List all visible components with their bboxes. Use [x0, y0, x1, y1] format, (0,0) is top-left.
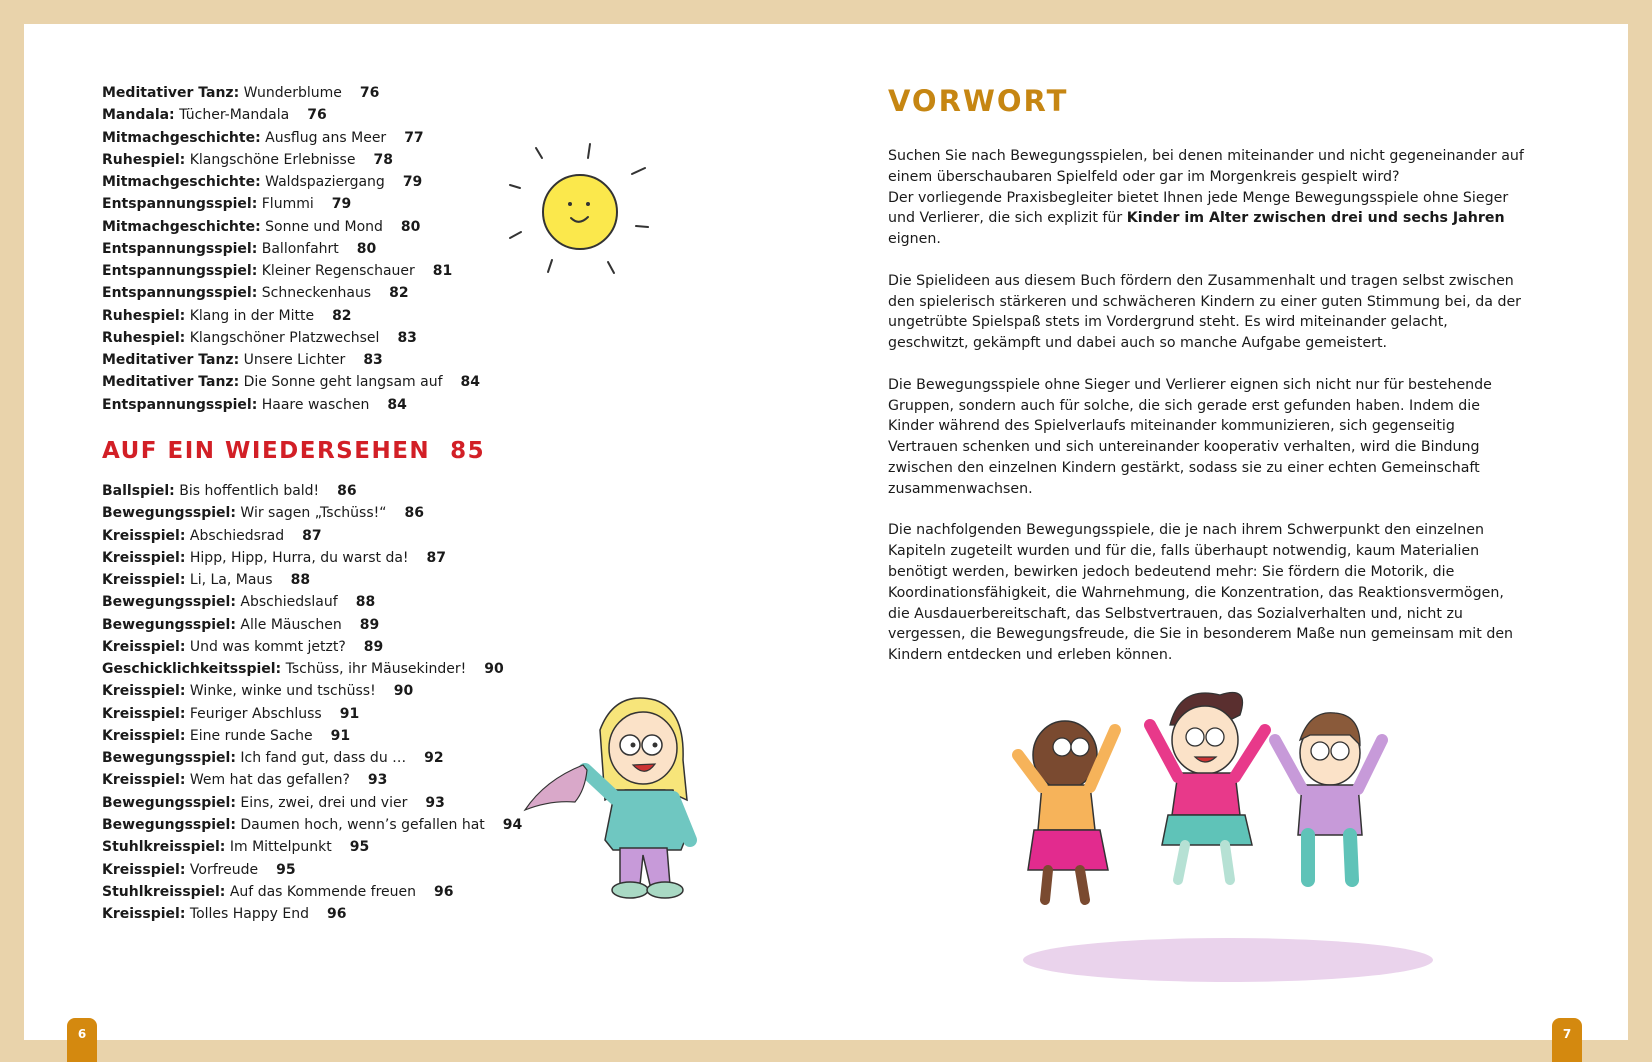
toc-category: Bewegungsspiel:: [102, 816, 236, 833]
toc-title: Unsere Lichter: [243, 352, 346, 369]
toc-title: Wem hat das gefallen?: [189, 772, 350, 789]
toc-title: Li, La, Maus: [189, 572, 273, 589]
paragraph-1: [888, 146, 1528, 250]
chapter-heading: [102, 438, 485, 464]
vorwort-title: VORWORT: [888, 84, 1069, 118]
toc-entry: [102, 480, 522, 502]
toc-category: Kreisspiel:: [102, 906, 186, 923]
toc-title: Haare waschen: [261, 396, 370, 413]
toc-entry: [102, 82, 480, 104]
toc-page-number: 90: [484, 661, 504, 678]
toc-page-number: 84: [387, 396, 407, 413]
paragraph-1c: eignen.: [888, 231, 941, 248]
toc-category: Meditativer Tanz:: [102, 374, 240, 391]
toc-page-number: 76: [307, 107, 327, 124]
chapter-page: 85: [450, 438, 486, 464]
page-number-left: 6: [67, 1018, 97, 1062]
toc-category: Stuhlkreisspiel:: [102, 839, 226, 856]
toc-title: Abschiedsrad: [189, 527, 285, 544]
page-number-right: 7: [1552, 1018, 1582, 1062]
toc-title: Sonne und Mond: [265, 218, 383, 235]
toc-title: Die Sonne geht langsam auf: [243, 374, 443, 391]
toc-category: Meditativer Tanz:: [102, 85, 240, 101]
toc-list-part1: [102, 82, 480, 416]
toc-category: Kreisspiel:: [102, 549, 186, 566]
toc-entry: [102, 282, 480, 304]
toc-entry: [102, 216, 480, 238]
paragraph-1b: Der vorliegende Praxisbegleiter bietet Ihnen jede Menge Bewegungsspiele ohne Sieger und Verlierer, die sich explizit für: [888, 189, 1509, 227]
toc-title: Hipp, Hipp, Hurra, du warst da!: [189, 549, 409, 566]
toc-title: Schneckenhaus: [261, 285, 372, 302]
toc-page-number: 92: [424, 750, 444, 767]
toc-entry: [102, 614, 522, 636]
toc-page-number: 81: [432, 263, 453, 280]
toc-category: Kreisspiel:: [102, 772, 186, 789]
toc-page-number: 87: [302, 527, 322, 544]
toc-entry: [102, 725, 522, 747]
toc-page-number: 84: [460, 374, 481, 391]
toc-page-number: 82: [389, 285, 409, 302]
toc-category: Bewegungsspiel:: [102, 594, 236, 611]
toc-category: Bewegungsspiel:: [102, 794, 236, 811]
toc-category: Bewegungsspiel:: [102, 750, 236, 767]
toc-category: Entspannungsspiel:: [102, 240, 258, 257]
toc-page-number: 96: [327, 906, 347, 923]
toc-title: Bis hoffentlich bald!: [179, 483, 320, 499]
toc-category: Kreisspiel:: [102, 705, 186, 722]
toc-page-number: 91: [339, 705, 360, 722]
toc-page-number: 80: [356, 240, 377, 257]
toc-page-number: 83: [363, 352, 383, 369]
toc-entry: [102, 591, 522, 613]
toc-title: Vorfreude: [189, 861, 259, 878]
girl-with-scarf-illustration: [502, 690, 735, 905]
toc-category: Geschicklichkeitsspiel:: [102, 661, 282, 678]
toc-category: Ruhespiel:: [102, 151, 186, 168]
toc-category: Mandala:: [102, 107, 175, 124]
toc-entry: [102, 747, 522, 769]
toc-entry: [102, 859, 522, 881]
toc-category: Entspannungsspiel:: [102, 263, 258, 280]
toc-entry: [102, 238, 480, 260]
toc-entry: [102, 104, 480, 126]
toc-page-number: 87: [426, 549, 447, 566]
toc-entry: [102, 881, 522, 903]
toc-entry: [102, 171, 480, 193]
toc-page-number: 80: [400, 218, 421, 235]
toc-category: Mitmachgeschichte:: [102, 218, 261, 235]
toc-page-number: 89: [363, 638, 384, 655]
paragraph-2: Die Spielideen aus diesem Buch fördern den Zusammenhalt und tragen selbst zwischen den spielerisch stärkeren und schwächeren Kindern zu einer guten Stimmung bei, da der ungetrübte Spielspaß stets im Vordergrund steht. Es wird miteinander gelacht, geschwitzt, gekämpft und dabei auch so manche Aufgabe gemeistert.: [888, 272, 1522, 352]
toc-category: Kreisspiel:: [102, 527, 186, 544]
toc-category: Mitmachgeschichte:: [102, 129, 261, 146]
toc-entry: [102, 349, 480, 371]
jumping-children-illustration: [990, 685, 1440, 985]
toc-entry: [102, 149, 480, 171]
toc-category: Kreisspiel:: [102, 683, 186, 700]
toc-category: Ruhespiel:: [102, 329, 186, 346]
toc-category: Stuhlkreisspiel:: [102, 883, 226, 900]
toc-title: Kleiner Regenschauer: [261, 263, 415, 280]
toc-entry: [102, 127, 480, 149]
toc-list-part2: [102, 480, 522, 925]
toc-title: Klangschöner Platzwechsel: [189, 329, 380, 346]
toc-page-number: 96: [434, 883, 454, 900]
toc-page-number: 79: [331, 196, 352, 213]
toc-page-number: 94: [502, 816, 523, 833]
paragraph-4: Die nachfolgenden Bewegungsspiele, die je nach ihrem Schwerpunkt den einzelnen Kapiteln zugeteilt wurden und für die, falls überhaupt notwendig, kaum Materialien benötigt werden, bewirken jedoch bedeutend mehr: Sie fördern die Motorik, die Koordinationsfähigkeit, die Wahrnehmung, die Konzentration, das Reaktionsvermögen, die Ausdauerbereitschaft, das Selbstvertrauen, das Sozialverhalten und, nicht zu vergessen, die Bewegungsfreude, die Sie in besonderem Maße nun gemeinsam mit den Kindern entdecken und erleben können.: [888, 522, 1514, 664]
toc-category: Bewegungsspiel:: [102, 616, 236, 633]
toc-title: Abschiedslauf: [240, 594, 338, 611]
toc-entry: [102, 260, 480, 282]
toc-title: Ballonfahrt: [261, 240, 339, 257]
toc-page-number: 79: [402, 174, 423, 191]
toc-title: Klangschöne Erlebnisse: [189, 151, 356, 168]
toc-entry: [102, 305, 480, 327]
toc-category: Kreisspiel:: [102, 861, 186, 878]
toc-title: Wir sagen „Tschüss!“: [240, 505, 387, 522]
toc-page-number: 89: [359, 616, 380, 633]
toc-category: Ballspiel:: [102, 483, 175, 499]
toc-title: Ausflug ans Meer: [265, 129, 387, 146]
toc-title: Alle Mäuschen: [240, 616, 342, 633]
toc-title: Flummi: [261, 196, 314, 213]
toc-category: Entspannungsspiel:: [102, 196, 258, 213]
toc-entry: [102, 636, 522, 658]
toc-page-number: 78: [373, 151, 393, 168]
paragraph-3: Die Bewegungsspiele ohne Sieger und Verlierer eignen sich nicht nur für bestehende Gruppen, sondern auch für solche, die sich gerade erst gefunden haben. Indem die Kinder während des Spielverlaufs miteinander kommunizieren, sich gegenseitig Vertrauen schenken und sich untereinander kooperativ verhalten, wird die Bindung zwischen den einzelnen Kindern gestärkt, sodass sie zu einer echten Gemeinschaft zusammenwachsen.: [888, 376, 1492, 497]
toc-title: Daumen hoch, wenn’s gefallen hat: [240, 816, 485, 833]
toc-page-number: 86: [404, 505, 424, 522]
toc-page-number: 91: [330, 727, 351, 744]
toc-category: Entspannungsspiel:: [102, 396, 258, 413]
toc-title: Feuriger Abschluss: [189, 705, 322, 722]
toc-page-number: 93: [425, 794, 445, 811]
toc-entry: [102, 836, 522, 858]
toc-entry: [102, 547, 522, 569]
toc-entry: [102, 792, 522, 814]
toc-page-number: 95: [349, 839, 370, 856]
toc-title: Eine runde Sache: [189, 727, 313, 744]
toc-category: Entspannungsspiel:: [102, 285, 258, 302]
toc-title: Klang in der Mitte: [189, 307, 315, 324]
vorwort-text: [888, 146, 1528, 687]
toc-entry: [102, 569, 522, 591]
toc-title: Und was kommt jetzt?: [189, 638, 346, 655]
toc-entry: [102, 371, 480, 393]
toc-entry: [102, 680, 522, 702]
toc-entry: [102, 525, 522, 547]
toc-title: Im Mittelpunkt: [229, 839, 332, 856]
toc-title: Auf das Kommende freuen: [229, 883, 417, 900]
toc-page-number: 77: [404, 129, 424, 146]
toc-category: Kreisspiel:: [102, 572, 186, 589]
toc-entry: [102, 903, 522, 925]
toc-entry: [102, 394, 480, 416]
chapter-title: AUF EIN WIEDERSEHEN: [102, 438, 431, 464]
sun-icon: [500, 140, 660, 280]
toc-category: Mitmachgeschichte:: [102, 174, 261, 191]
toc-page-number: 90: [393, 683, 414, 700]
toc-entry: [102, 769, 522, 791]
toc-title: Winke, winke und tschüss!: [189, 683, 376, 700]
toc-page-number: 86: [337, 483, 357, 499]
toc-page-number: 93: [367, 772, 388, 789]
toc-category: Bewegungsspiel:: [102, 505, 236, 522]
toc-page-number: 83: [397, 329, 417, 346]
toc-title: Eins, zwei, drei und vier: [240, 794, 408, 811]
toc-category: Ruhespiel:: [102, 307, 186, 324]
toc-title: Tücher-Mandala: [179, 107, 290, 124]
toc-title: Tolles Happy End: [189, 906, 309, 923]
toc-title: Waldspaziergang: [265, 174, 385, 191]
toc-entry: [102, 327, 480, 349]
toc-page-number: 95: [276, 861, 296, 878]
toc-page-number: 76: [359, 85, 380, 101]
toc-entry: [102, 502, 522, 524]
toc-page-number: 88: [290, 572, 311, 589]
toc-title: Wunderblume: [243, 85, 342, 101]
toc-page-number: 88: [355, 594, 376, 611]
toc-title: Tschüss, ihr Mäusekinder!: [285, 661, 467, 678]
toc-entry: [102, 193, 480, 215]
toc-category: Meditativer Tanz:: [102, 352, 240, 369]
toc-entry: [102, 703, 522, 725]
paragraph-1a: Suchen Sie nach Bewegungsspielen, bei denen miteinander und nicht gegeneinander auf einem überschaubaren Spielfeld oder gar im Morgenkreis gespielt wird?: [888, 148, 1524, 185]
toc-category: Kreisspiel:: [102, 638, 186, 655]
toc-entry: [102, 658, 522, 680]
paragraph-1-bold: Kinder im Alter zwischen drei und sechs Jahren: [1126, 210, 1505, 227]
toc-page-number: 82: [332, 307, 352, 324]
toc-title: Ich fand gut, dass du …: [240, 750, 407, 767]
toc-entry: [102, 814, 522, 836]
toc-category: Kreisspiel:: [102, 727, 186, 744]
